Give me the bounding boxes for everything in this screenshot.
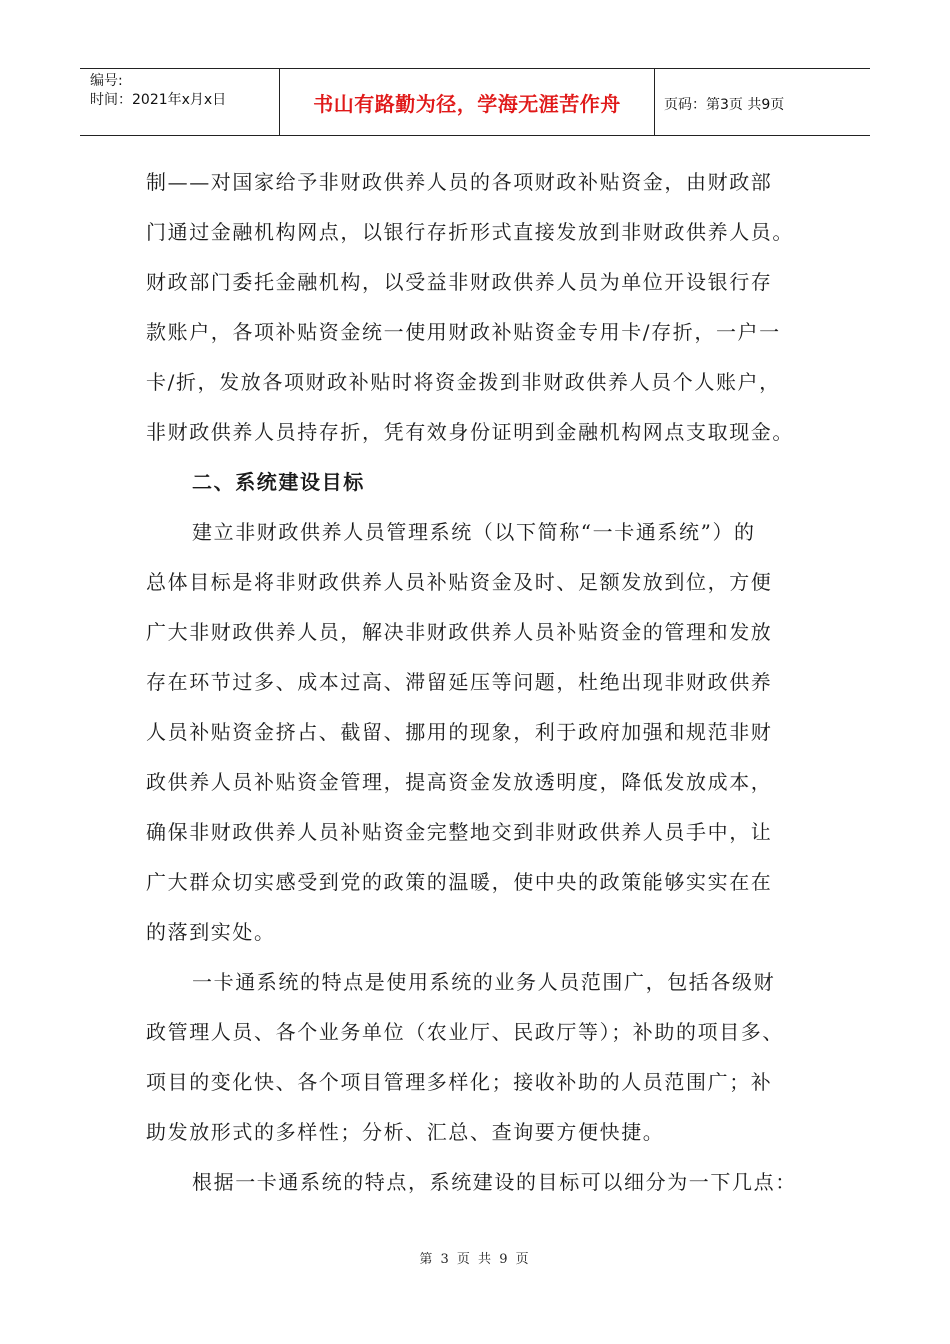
header-page-info: 页码：第3页 共9页 — [664, 97, 785, 113]
text-line: 广大非财政供养人员，解决非财政供养人员补贴资金的管理和发放 — [146, 620, 773, 644]
text-line: 一卡通系统的特点是使用系统的业务人员范围广，包括各级财 — [192, 970, 776, 994]
text-line: 总体目标是将非财政供养人员补贴资金及时、足额发放到位，方便 — [146, 570, 773, 594]
text-line: 门通过金融机构网点，以银行存折形式直接发放到非财政供养人员。 — [146, 220, 794, 244]
header-top-rule — [80, 68, 870, 69]
text-line: 确保非财政供养人员补贴资金完整地交到非财政供养人员手中，让 — [146, 820, 773, 844]
header-divider-right — [654, 68, 655, 136]
section-heading: 二、系统建设目标 — [192, 470, 365, 494]
text-line: 的落到实处。 — [146, 920, 276, 944]
header-motto: 书山有路勤为径，学海无涯苦作舟 — [313, 92, 621, 116]
page-footer: 第 3 页 共 9 页 — [419, 1252, 531, 1267]
text-line: 人员补贴资金挤占、截留、挪用的现象，利于政府加强和规范非财 — [146, 720, 773, 744]
text-line: 项目的变化快、各个项目管理多样化；接收补助的人员范围广；补 — [146, 1070, 773, 1094]
text-line: 财政部门委托金融机构，以受益非财政供养人员为单位开设银行存 — [146, 270, 773, 294]
text-line: 非财政供养人员持存折，凭有效身份证明到金融机构网点支取现金。 — [146, 420, 794, 444]
text-line: 政管理人员、各个业务单位（农业厅、民政厅等）；补助的项目多、 — [146, 1020, 784, 1044]
page-header — [80, 68, 870, 136]
text-line: 政供养人员补贴资金管理，提高资金发放透明度，降低发放成本， — [146, 770, 773, 794]
serial-label: 编号: — [90, 73, 123, 89]
text-line: 存在环节过多、成本过高、滞留延压等问题，杜绝出现非财政供养 — [146, 670, 773, 694]
time-label: 时间：2021年x月x日 — [90, 92, 227, 108]
header-meta — [90, 72, 226, 110]
header-bottom-rule — [80, 135, 870, 136]
text-line: 制——对国家给予非财政供养人员的各项财政补贴资金，由财政部 — [146, 170, 773, 194]
text-line: 助发放形式的多样性；分析、汇总、查询要方便快捷。 — [146, 1120, 665, 1144]
text-line: 建立非财政供养人员管理系统（以下简称“一卡通系统”）的 — [192, 520, 756, 544]
text-line: 根据一卡通系统的特点，系统建设的目标可以细分为一下几点： — [192, 1170, 797, 1194]
text-line: 广大群众切实感受到党的政策的温暖，使中央的政策能够实实在在 — [146, 870, 773, 894]
text-line: 款账户，各项补贴资金统一使用财政补贴资金专用卡/存折，一户一 — [146, 320, 781, 344]
text-line: 卡/折，发放各项财政补贴时将资金拨到非财政供养人员个人账户， — [146, 370, 781, 394]
